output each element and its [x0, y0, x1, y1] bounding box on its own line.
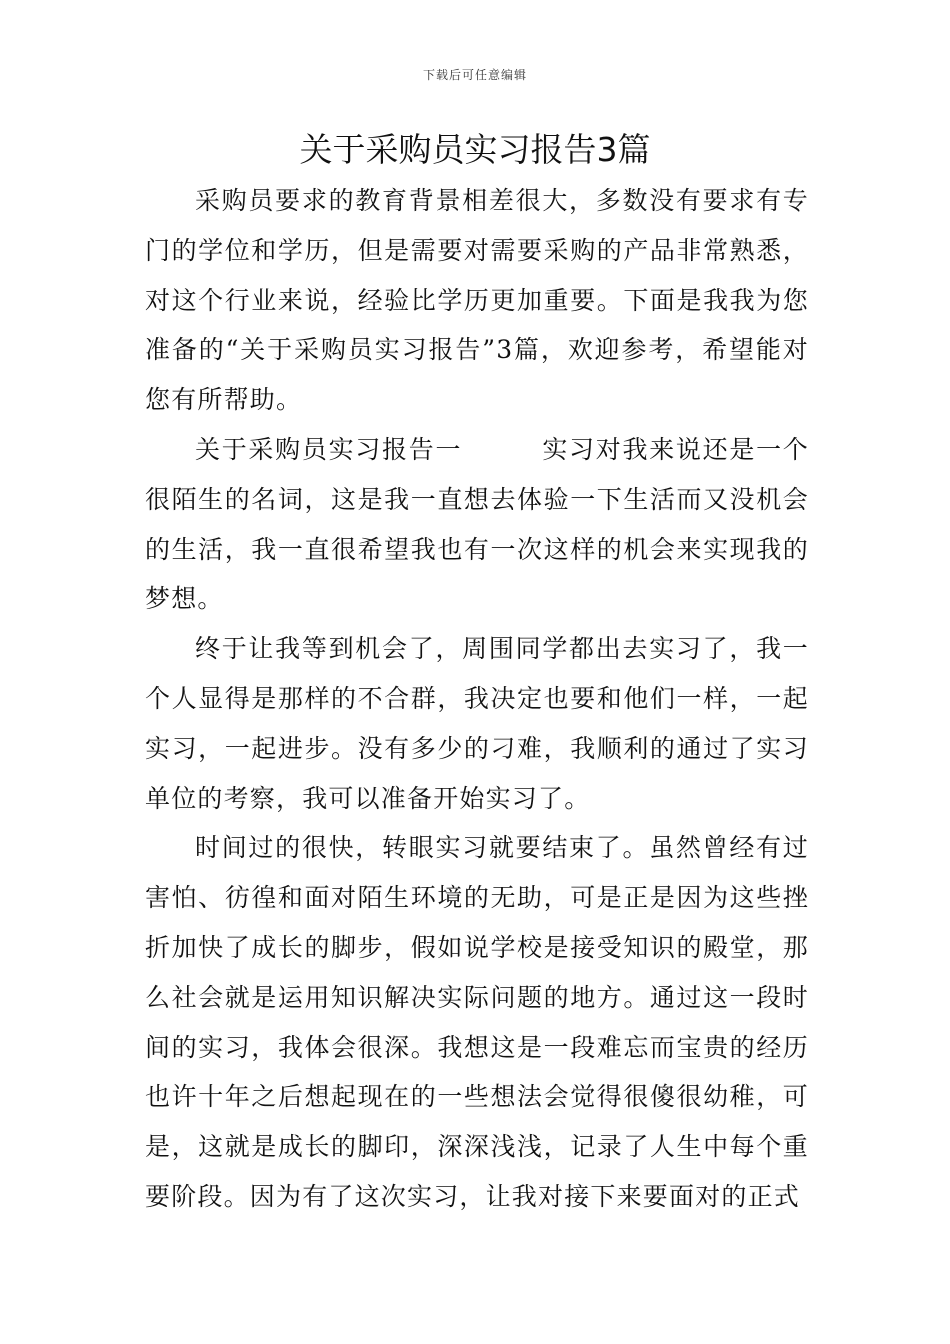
header-note: 下载后可任意编辑	[422, 68, 527, 82]
paragraph-reflection: 时间过的很快，转眼实习就要结束了。虽然曾经有过害怕、彷徨和面对陌生环境的无助，可是正是因为这些挫折加快了成长的脚步，假如说学校是接受知识的殿堂，那么社会就是运用知识解决实际问题的地方。通过这一段时间的实习，我体会很深。我想这是一段难忘而宝贵的经历也许十年之后想起现在的一些想法会觉得很傻很幼稚，可是，这就是成长的脚印，深深浅浅，记录了人生中每个重要阶段。因为有了这次实习，让我对接下来要面对的正式	[145, 833, 809, 1211]
paragraph-report-one: 关于采购员实习报告一 实习对我来说还是一个很陌生的名词，这是我一直想去体验一下生活而又没机会的生活，我一直很希望我也有一次这样的机会来实现我的梦想。	[145, 434, 809, 614]
paragraph-intro: 采购员要求的教育背景相差很大，多数没有要求有专门的学位和学历，但是需要对需要采购的产品非常熟悉，对这个行业来说，经验比学历更加重要。下面是我我为您准备的“关于采购员实习报告”3篇，欢迎参考，希望能对您有所帮助。	[145, 186, 809, 415]
paragraph-opportunity: 终于让我等到机会了，周围同学都出去实习了，我一个人显得是那样的不合群，我决定也要和他们一样，一起实习，一起进步。没有多少的刁难，我顺利的通过了实习单位的考察，我可以准备开始实习了。	[145, 634, 809, 813]
page-title: 关于采购员实习报告3篇	[299, 130, 651, 169]
document-body	[145, 176, 809, 1222]
